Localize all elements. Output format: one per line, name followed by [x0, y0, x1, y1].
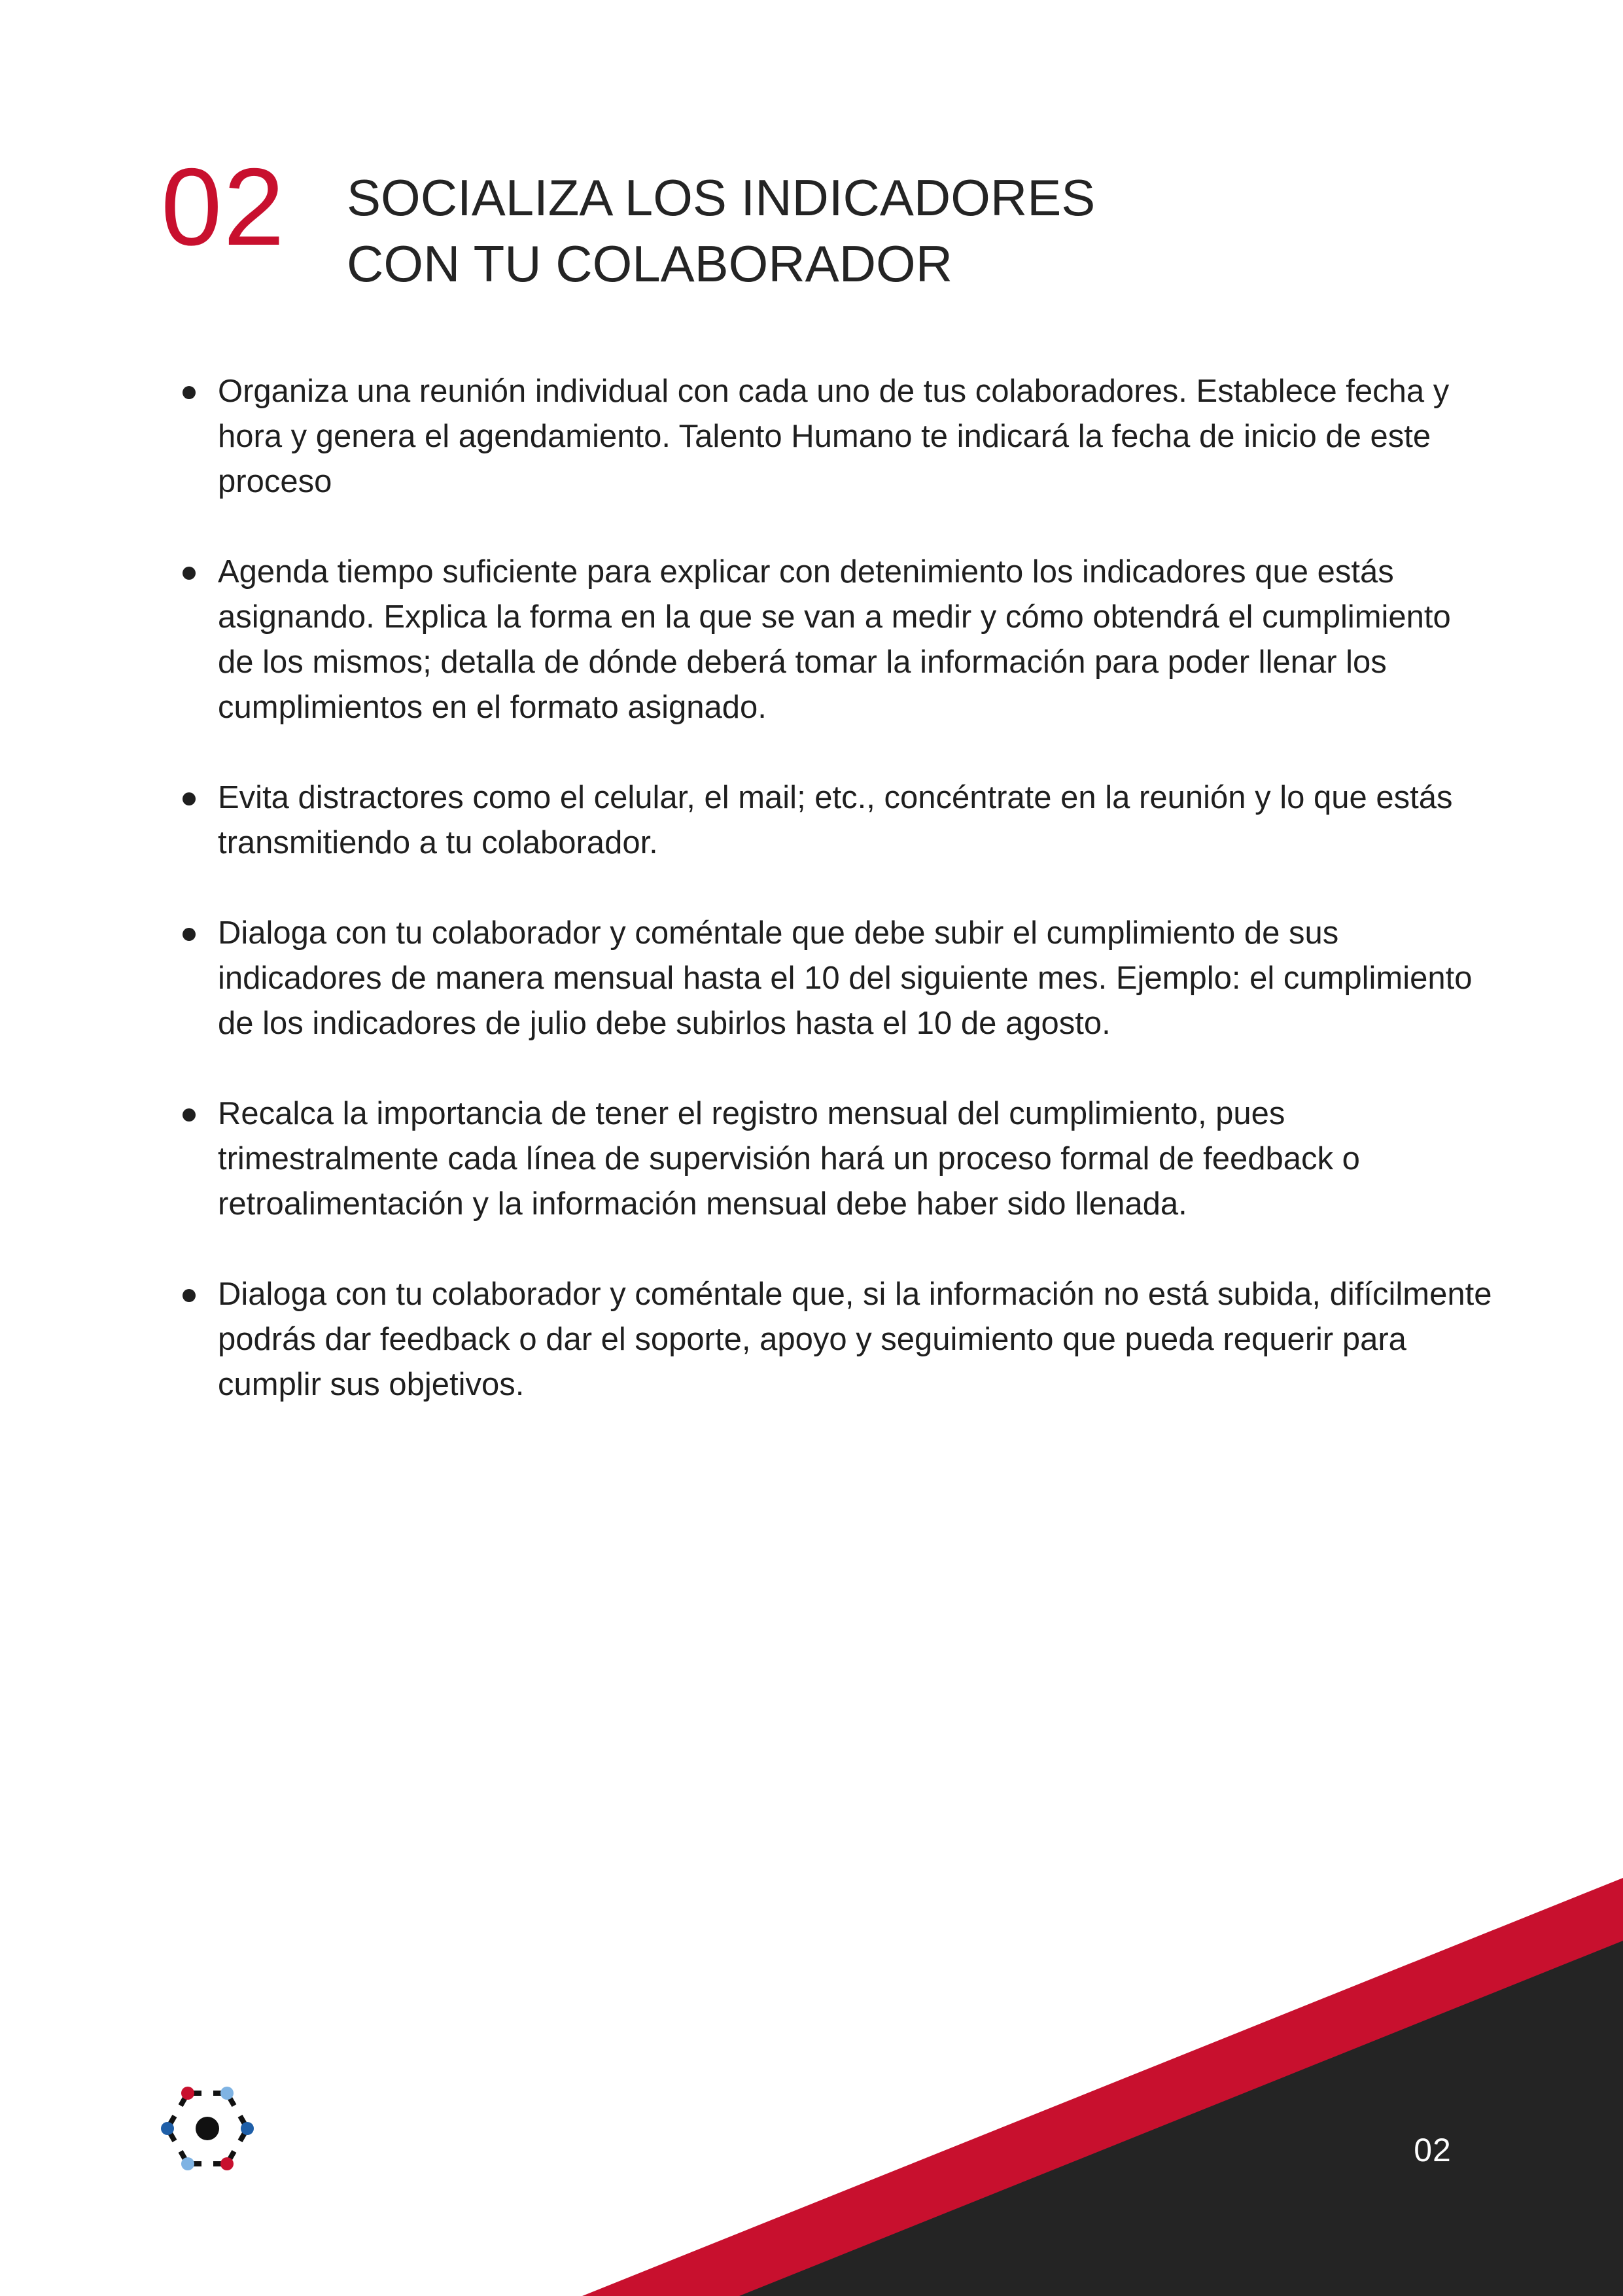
bullet-dot-icon — [183, 567, 196, 580]
list-item-text: Evita distractores como el celular, el mail; etc., concéntrate en la reunión y lo que estás transmitiendo a tu colaborador. — [218, 780, 1453, 860]
bullet-dot-icon — [183, 928, 196, 941]
section-number: 02 — [161, 145, 286, 268]
list-item — [218, 369, 1493, 504]
bullet-dot-icon — [183, 1108, 196, 1122]
section-title: SOCIALIZA LOS INDICADORES CON TU COLABORADOR — [347, 169, 1096, 292]
list-item-text: Agenda tiempo suficiente para explicar con detenimiento los indicadores que estás asignando. Explica la forma en la que se van a medir y cómo obtendrá el cumplimiento de los mismos; detalla de dónde deberá tomar la información para poder llenar los cumplimientos en el formato asignado. — [218, 554, 1451, 725]
list-item — [218, 775, 1493, 866]
list-item — [218, 1091, 1493, 1227]
list-item-text: Dialoga con tu colaborador y coméntale que, si la información no está subida, difícilmente podrás dar feedback o dar el soporte, apoyo y seguimiento que pueda requerir para cumplir sus objetivos. — [218, 1277, 1492, 1402]
list-item-text: Organiza una reunión individual con cada uno de tus colaboradores. Establece fecha y hora y genera el agendamiento. Talento Humano te indicará la fecha de inicio de este proceso — [218, 374, 1450, 499]
bullet-dot-icon — [183, 1289, 196, 1302]
bullet-list — [218, 369, 1493, 1453]
bullet-dot-icon — [183, 386, 196, 399]
list-item — [218, 911, 1493, 1046]
bullet-dot-icon — [183, 792, 196, 805]
list-item-text: Dialoga con tu colaborador y coméntale que debe subir el cumplimiento de sus indicadores de manera mensual hasta el 10 del siguiente mes. Ejemplo: el cumplimiento de los indicadores de julio debe subirlos hasta el 10 de agosto. — [218, 915, 1473, 1041]
list-item — [218, 1272, 1493, 1407]
list-item — [218, 550, 1493, 730]
list-item-text: Recalca la importancia de tener el registro mensual del cumplimiento, pues trimestralmente cada línea de supervisión hará un proceso formal de feedback o retroalimentación y la información mensual debe haber sido llenada. — [218, 1096, 1360, 1222]
page-number: 02 — [1414, 2132, 1452, 2168]
footer-dark-band — [739, 1941, 1623, 2296]
hexagon-network-logo-icon — [160, 2085, 255, 2172]
